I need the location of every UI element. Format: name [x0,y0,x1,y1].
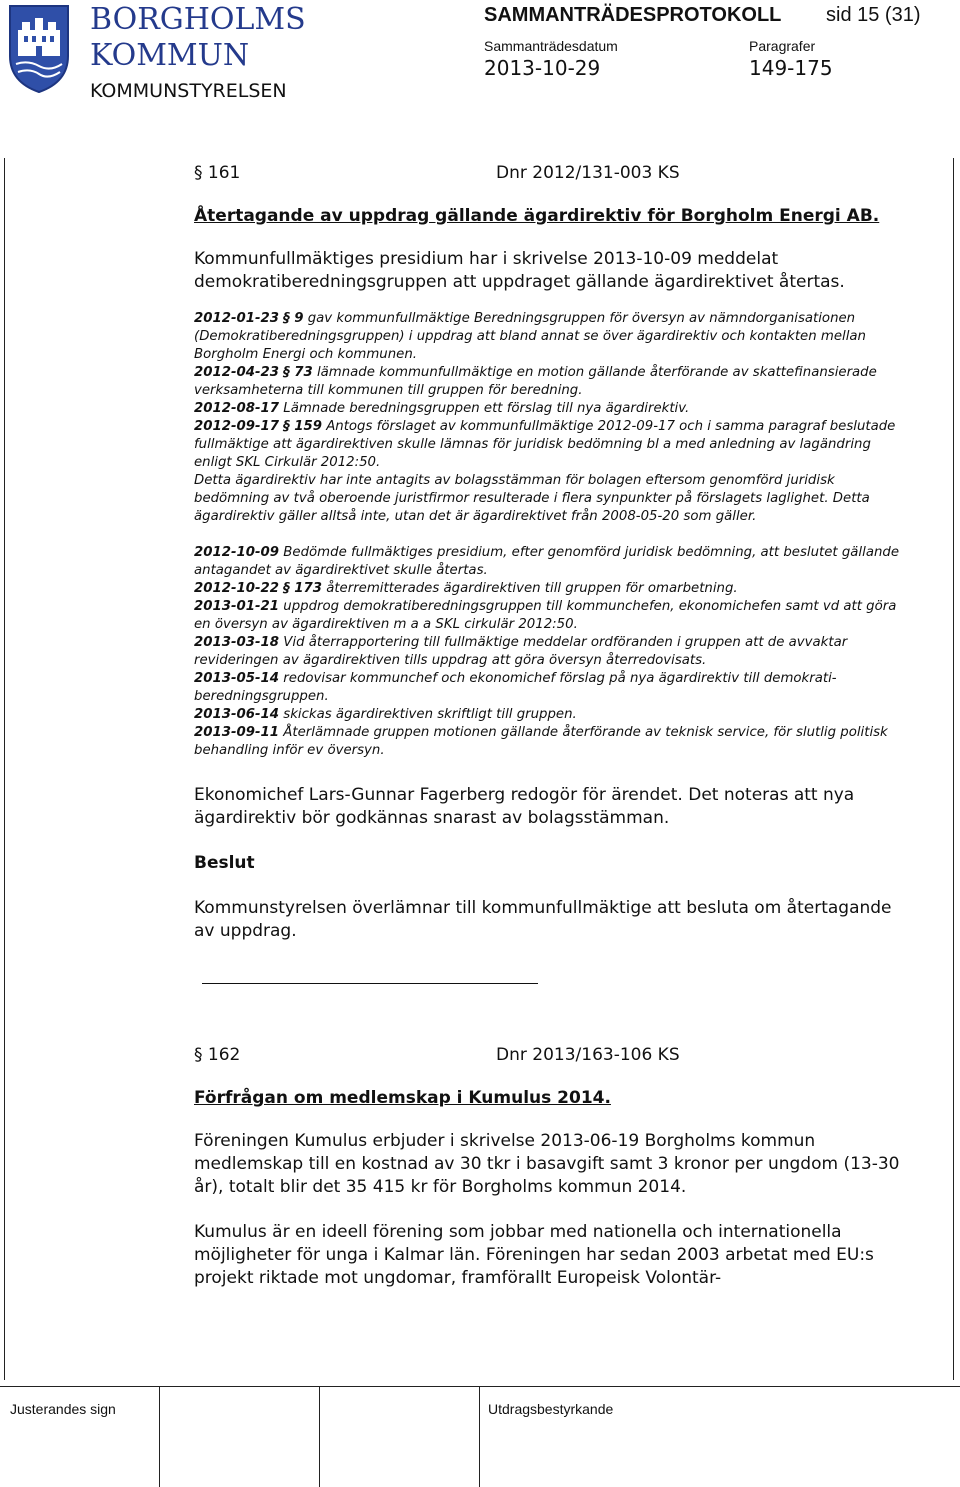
item-separator [202,983,538,984]
history-text: skickas ägardirektiven skriftligt till gruppen. [283,707,577,722]
item161-heading [194,162,904,185]
item161-note: Detta ägardirektiv har inte antagits av bolagsstämman för bolagen eftersom genomförd juridisk bedömning av två oberoende juristfirmor resulterade i flera synpunkter på förslagets laglighet. Detta ägardirektiv gäller alltså inte, utan det är ägardirektivet från 2008-05-20 som gäller. [194,473,870,524]
left-margin-line [4,158,5,1380]
item162-number-cell [194,1044,496,1067]
section-sign: § [194,163,203,183]
item161-history-list-1 [194,310,904,472]
history-date: 2013-03-18 [194,635,280,650]
item161-number: 161 [207,163,241,183]
item162-paragraph-1: Föreningen Kumulus erbjuder i skrivelse 2013-06-19 Borgholms kommun medlemskap till en kostnad av 30 tkr i basavgift samt 3 kronor per ungdom (13-30 år), totalt blir det 35 415 kr för Borgholms kommun 2014. [194,1131,900,1197]
sections-label: Paragrafer [749,38,816,54]
item162-title: Förfrågan om medlemskap i Kumulus 2014. [194,1088,611,1108]
section-sign: § [283,365,290,380]
sign-cell-3 [320,1387,480,1487]
municipality-crest-icon [8,4,70,94]
item162-dnr: Dnr 2013/163-106 KS [496,1045,680,1065]
history-text: gav kommunfullmäktige Beredningsgruppen för översyn av nämndorganisationen (Demokratiberedningsgruppen) i uppdrag att bland annat se över ägardirektiv och kontakten mellan Borgholm Energi och kommunen. [194,311,866,362]
justerandes-sign-label: Justerandes sign [10,1401,116,1417]
history-entry [194,418,904,472]
history-text: uppdrog demokratiberedningsgruppen till kommunchefen, ekonomichefen samt vd att göra en översyn av ägardirektiven m a a SKL cirkulär 2012:50. [194,599,897,632]
history-text: Bedömde fullmäktiges presidium, efter genomförd juridisk bedömning, att beslutet gällande antagandet av ägardirektivet skulle återtas. [194,545,900,578]
meeting-date-label: Sammanträdesdatum [484,38,618,54]
history-section-ref: 9 [294,311,304,326]
history-entry [194,544,904,580]
sections-value: 149-175 [749,56,833,80]
meeting-date-value: 2013-10-29 [484,56,601,80]
item161-decision-heading: Beslut [194,853,255,873]
history-text: Lämnade beredningsgruppen ett förslag till nya ägardirektiv. [283,401,690,416]
protocol-title: SAMMANTRÄDESPROTOKOLL [484,4,782,26]
org-name-line1: BORGHOLMS [90,2,306,37]
history-text: Antogs förslaget av kommunfullmäktige 2012-09-17 och i samma paragraf beslutade fullmäktige att ägardirektiven skulle lämnas för juridisk bedömning bl a med anledning av lagändring enligt SKL Cirkulär 2012:50. [194,419,896,470]
item161-title: Återtagande av uppdrag gällande ägardirektiv för Borgholm Energi AB. [194,206,880,226]
history-section-ref: 159 [294,419,322,434]
history-entry [194,310,904,364]
history-date: 2012-10-09 [194,545,280,560]
history-entry [194,364,904,400]
history-entry [194,400,904,418]
page-number: sid 15 (31) [826,4,921,26]
history-date: 2012-04-23 [194,365,280,380]
page-header [0,0,960,110]
item161-intro: Kommunfullmäktiges presidium har i skrivelse 2013-10-09 meddelat demokratiberedningsgruppen att uppdraget gällande ägardirektivet återtas. [194,249,845,292]
history-date: 2012-10-22 [194,581,280,596]
sign-cell-2 [160,1387,320,1487]
protocol-body [194,160,904,1290]
section-sign: § [283,581,290,596]
history-text: Vid återrapportering till fullmäktige meddelar ordföranden i gruppen att de avvaktar revideringen av ägardirektiven tills uppdrag att göra översyn återredovisats. [194,635,848,668]
history-date: 2013-06-14 [194,707,280,722]
item161-report: Ekonomichef Lars-Gunnar Fagerberg redogör för ärendet. Det noteras att nya ägardirektiv bör godkännas snarast av bolagsstämman. [194,785,855,828]
utdragsbestyrkande-label: Utdragsbestyrkande [488,1401,614,1417]
board-name: KOMMUNSTYRELSEN [90,80,287,102]
history-date: 2012-08-17 [194,401,280,416]
section-sign: § [194,1045,203,1065]
history-entry [194,706,904,724]
history-date: 2013-05-14 [194,671,280,686]
right-margin-line [953,158,954,1380]
item162-number: 162 [207,1045,241,1065]
item161-number-cell [194,162,496,185]
item161-history-list-2 [194,544,904,760]
history-text: återremitterades ägardirektiven till gruppen för omarbetning. [326,581,738,596]
history-date: 2012-09-17 [194,419,280,434]
history-text: Återlämnade gruppen motionen gällande återförande av teknisk service, för slutlig politisk behandling inför ev översyn. [194,725,888,758]
item161-dnr: Dnr 2012/131-003 KS [496,163,680,183]
item162-paragraph-2: Kumulus är en ideell förening som jobbar med nationella och internationella möjligheter för unga i Kalmar län. Föreningen har sedan 2003 arbetat med EU:s projekt riktade mot ungdomar, framförallt Europeisk Volontär- [194,1222,874,1288]
history-date: 2013-01-21 [194,599,280,614]
history-entry [194,724,904,760]
history-entry [194,670,904,706]
signature-footer [0,1386,960,1487]
history-entry [194,598,904,634]
section-sign: § [283,311,290,326]
history-entry [194,634,904,670]
history-section-ref: 173 [294,581,322,596]
history-text: lämnade kommunfullmäktige en motion gällande återförande av skattefinansierade verksamheterna till kommunen till gruppen för beredning. [194,365,877,398]
section-sign: § [283,419,290,434]
history-section-ref: 73 [294,365,313,380]
history-date: 2012-01-23 [194,311,280,326]
item161-decision: Kommunstyrelsen överlämnar till kommunfullmäktige att besluta om återtagande av uppdrag. [194,898,892,941]
item162-heading [194,1044,904,1067]
history-text: redovisar kommunchef och ekonomichef förslag på nya ägardirektiv till demokrati-beredningsgruppen. [194,671,837,704]
org-name-line2: KOMMUN [90,38,250,73]
history-entry [194,580,904,598]
history-date: 2013-09-11 [194,725,280,740]
